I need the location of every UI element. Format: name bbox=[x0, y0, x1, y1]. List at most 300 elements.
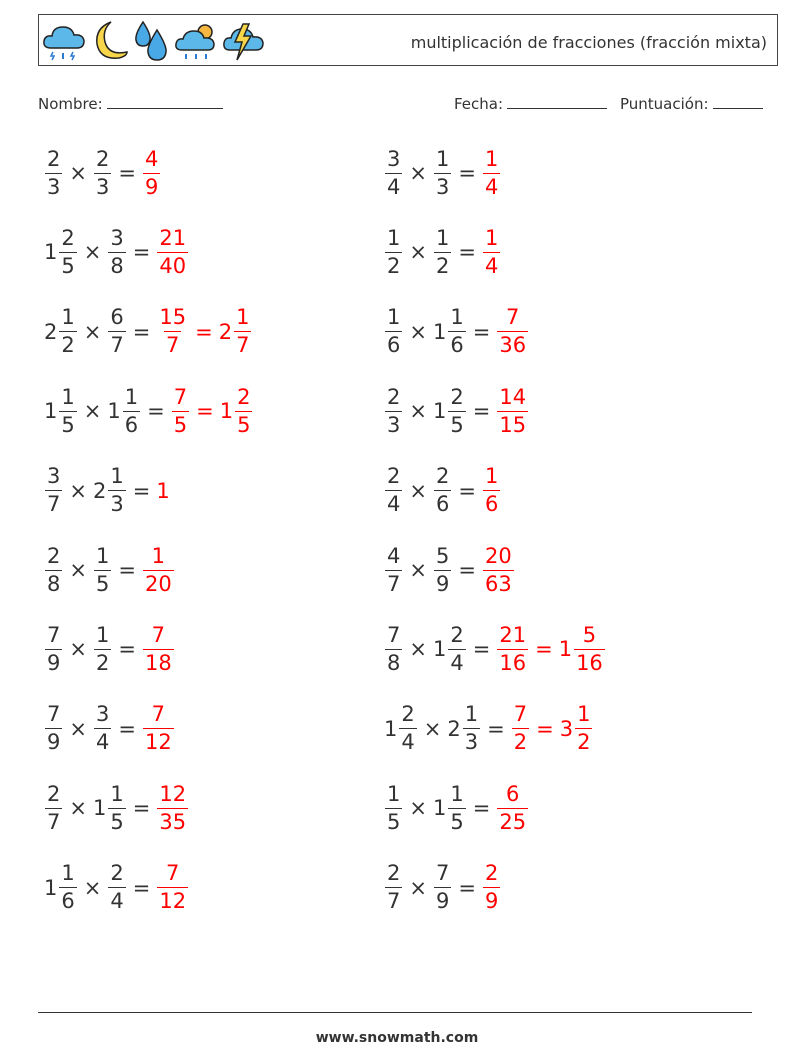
fraction bbox=[143, 622, 174, 675]
times-sign: × bbox=[83, 240, 102, 265]
answer bbox=[142, 704, 175, 753]
fraction bbox=[45, 704, 62, 753]
problem-11 bbox=[44, 538, 175, 602]
denominator: 7 bbox=[387, 889, 401, 914]
answer bbox=[482, 466, 501, 515]
fraction bbox=[157, 225, 188, 278]
numerator: 1 bbox=[61, 861, 75, 886]
numerator: 1 bbox=[464, 702, 479, 727]
denominator: 4 bbox=[110, 889, 124, 914]
denominator: 2 bbox=[513, 730, 528, 755]
numerator: 21 bbox=[499, 622, 527, 647]
denominator: 3 bbox=[435, 174, 450, 199]
fraction bbox=[497, 307, 528, 356]
problem-5 bbox=[44, 300, 252, 364]
equals-sign: = bbox=[535, 637, 553, 662]
numerator: 7 bbox=[435, 861, 450, 886]
numerator: 21 bbox=[159, 225, 187, 250]
numerator: 2 bbox=[387, 861, 401, 886]
name-field bbox=[38, 94, 223, 113]
denominator: 3 bbox=[47, 174, 61, 199]
fraction bbox=[108, 466, 125, 515]
worksheet-header bbox=[38, 14, 778, 66]
date-blank[interactable] bbox=[507, 94, 607, 109]
fraction bbox=[45, 146, 62, 199]
numerator: 2 bbox=[450, 384, 464, 409]
numerator: 6 bbox=[110, 305, 124, 330]
fraction bbox=[575, 704, 592, 753]
answer bbox=[156, 225, 189, 278]
numerator: 2 bbox=[47, 781, 61, 806]
sun-cloud-rain-icon bbox=[173, 18, 219, 64]
fraction bbox=[385, 146, 402, 199]
fraction bbox=[385, 622, 402, 675]
denominator: 7 bbox=[47, 809, 61, 834]
fraction bbox=[483, 543, 514, 596]
denominator: 2 bbox=[577, 730, 591, 755]
numerator: 1 bbox=[110, 464, 124, 489]
equals-sign: = bbox=[132, 796, 151, 821]
numerator: 7 bbox=[47, 702, 61, 727]
equals-sign: = bbox=[132, 319, 151, 344]
denominator: 2 bbox=[435, 253, 450, 278]
denominator: 5 bbox=[450, 412, 464, 437]
equals-sign: = bbox=[472, 796, 491, 821]
numerator: 6 bbox=[506, 781, 520, 806]
whole-number: 2 bbox=[44, 319, 58, 344]
fraction bbox=[385, 307, 402, 356]
denominator: 4 bbox=[95, 730, 110, 755]
whole-number: 1 bbox=[44, 240, 58, 265]
times-sign: × bbox=[409, 399, 427, 424]
numerator: 7 bbox=[151, 622, 166, 647]
problem-19 bbox=[44, 856, 189, 920]
worksheet-title: multiplicación de fracciones (fracción mixta) bbox=[410, 33, 767, 52]
denominator: 5 bbox=[61, 412, 75, 437]
problem-14 bbox=[384, 617, 606, 681]
denominator: 7 bbox=[166, 333, 180, 358]
fraction bbox=[448, 781, 465, 834]
denominator: 4 bbox=[401, 730, 415, 755]
numerator: 2 bbox=[47, 543, 61, 568]
fraction bbox=[385, 781, 402, 834]
date-field bbox=[454, 94, 607, 113]
problem-17 bbox=[44, 776, 189, 840]
numerator: 5 bbox=[582, 622, 597, 647]
fraction bbox=[483, 466, 500, 515]
denominator: 36 bbox=[499, 333, 527, 358]
numerator: 2 bbox=[387, 384, 401, 409]
equals-sign: = bbox=[196, 399, 214, 424]
equals-sign: = bbox=[487, 716, 505, 741]
numerator: 2 bbox=[47, 146, 61, 171]
numerator: 1 bbox=[577, 702, 591, 727]
answer bbox=[496, 622, 605, 675]
problem-6 bbox=[384, 300, 529, 364]
denominator: 20 bbox=[144, 571, 172, 596]
whole-number: 2 bbox=[447, 716, 461, 741]
numerator: 7 bbox=[173, 384, 188, 409]
numerator: 1 bbox=[95, 543, 110, 568]
denominator: 16 bbox=[576, 650, 603, 675]
thunder-cloud-icon bbox=[221, 18, 267, 64]
times-sign: × bbox=[83, 399, 102, 424]
numerator: 2 bbox=[61, 225, 75, 250]
numerator: 3 bbox=[110, 225, 124, 250]
fraction bbox=[434, 863, 451, 912]
fraction bbox=[94, 622, 111, 675]
fraction bbox=[59, 307, 76, 356]
fraction bbox=[45, 466, 62, 515]
fraction bbox=[157, 307, 188, 356]
answer bbox=[156, 781, 189, 834]
name-blank[interactable] bbox=[107, 94, 223, 109]
fraction bbox=[143, 704, 174, 753]
denominator: 2 bbox=[61, 333, 75, 358]
denominator: 4 bbox=[484, 174, 499, 199]
denominator: 15 bbox=[499, 412, 527, 437]
denominator: 6 bbox=[435, 492, 450, 517]
whole-number: 2 bbox=[218, 319, 233, 344]
fraction bbox=[385, 466, 402, 515]
answer bbox=[496, 307, 529, 356]
problem-10 bbox=[384, 459, 501, 523]
denominator: 8 bbox=[387, 650, 401, 675]
times-sign: × bbox=[69, 558, 87, 582]
score-label: Puntuación: bbox=[620, 95, 709, 113]
answer bbox=[482, 146, 501, 199]
fraction bbox=[108, 781, 125, 834]
answer bbox=[482, 863, 501, 912]
fraction bbox=[45, 622, 62, 675]
fraction bbox=[172, 384, 189, 437]
problem-12 bbox=[384, 538, 515, 602]
denominator: 2 bbox=[387, 253, 401, 278]
denominator: 5 bbox=[95, 571, 110, 596]
whole-number: 1 bbox=[156, 478, 170, 503]
fraction bbox=[448, 622, 465, 675]
answer bbox=[171, 384, 254, 437]
denominator: 2 bbox=[95, 650, 110, 675]
problem-2 bbox=[384, 141, 501, 205]
numerator: 1 bbox=[124, 384, 139, 409]
denominator: 9 bbox=[47, 730, 61, 755]
problem-16 bbox=[384, 697, 593, 761]
numerator: 7 bbox=[387, 622, 401, 647]
fraction bbox=[143, 146, 160, 199]
times-sign: × bbox=[409, 161, 427, 185]
fraction bbox=[448, 307, 465, 356]
denominator: 35 bbox=[159, 809, 187, 834]
answer bbox=[496, 384, 529, 437]
fraction bbox=[434, 146, 451, 199]
denominator: 8 bbox=[47, 571, 61, 596]
denominator: 40 bbox=[159, 253, 187, 278]
denominator: 4 bbox=[450, 650, 464, 675]
fraction bbox=[512, 704, 529, 753]
denominator: 9 bbox=[435, 571, 450, 596]
numerator: 7 bbox=[166, 861, 180, 886]
equals-sign: = bbox=[472, 637, 491, 662]
numerator: 1 bbox=[387, 225, 401, 250]
numerator: 1 bbox=[236, 305, 250, 330]
fraction bbox=[235, 384, 252, 437]
equals-sign: = bbox=[118, 558, 136, 582]
numerator: 20 bbox=[484, 543, 512, 568]
fraction bbox=[497, 781, 528, 834]
numerator: 1 bbox=[387, 305, 401, 330]
fraction bbox=[108, 863, 125, 912]
numerator: 4 bbox=[387, 543, 401, 568]
fraction bbox=[157, 863, 188, 912]
times-sign: × bbox=[69, 161, 87, 185]
score-field bbox=[620, 94, 763, 113]
equals-sign: = bbox=[147, 399, 165, 424]
numerator: 4 bbox=[144, 146, 159, 171]
times-sign: × bbox=[409, 637, 427, 662]
moon-icon bbox=[89, 18, 129, 64]
score-blank[interactable] bbox=[713, 94, 763, 109]
fraction bbox=[59, 225, 76, 278]
denominator: 8 bbox=[110, 253, 124, 278]
denominator: 4 bbox=[484, 253, 499, 278]
denominator: 63 bbox=[484, 571, 512, 596]
fraction bbox=[434, 225, 451, 278]
equals-sign: = bbox=[536, 716, 554, 741]
whole-number: 1 bbox=[219, 399, 234, 424]
times-sign: × bbox=[409, 240, 427, 265]
equals-sign: = bbox=[132, 240, 151, 265]
numerator: 14 bbox=[499, 384, 527, 409]
fraction bbox=[483, 225, 500, 278]
water-drops-icon bbox=[131, 18, 171, 64]
whole-number: 1 bbox=[432, 637, 447, 662]
denominator: 6 bbox=[450, 333, 464, 358]
equals-sign: = bbox=[195, 319, 213, 344]
rain-cloud-icon bbox=[41, 18, 87, 64]
denominator: 5 bbox=[387, 809, 401, 834]
denominator: 5 bbox=[61, 253, 75, 278]
denominator: 5 bbox=[237, 412, 251, 437]
problem-18 bbox=[384, 776, 529, 840]
times-sign: × bbox=[409, 875, 427, 900]
fraction bbox=[385, 225, 402, 278]
fraction bbox=[94, 146, 111, 199]
numerator: 12 bbox=[159, 781, 187, 806]
equals-sign: = bbox=[132, 478, 151, 503]
equals-sign: = bbox=[472, 319, 491, 344]
weather-icons bbox=[41, 18, 267, 64]
fraction bbox=[483, 146, 500, 199]
date-label: Fecha: bbox=[454, 95, 504, 113]
whole-number: 1 bbox=[92, 796, 107, 821]
denominator: 6 bbox=[61, 889, 75, 914]
numerator: 3 bbox=[95, 702, 110, 727]
numerator: 7 bbox=[513, 702, 528, 727]
fraction bbox=[234, 307, 251, 356]
times-sign: × bbox=[409, 319, 427, 344]
whole-number: 1 bbox=[432, 399, 447, 424]
numerator: 3 bbox=[387, 146, 401, 171]
denominator: 7 bbox=[387, 571, 401, 596]
numerator: 1 bbox=[450, 781, 464, 806]
answer bbox=[496, 781, 529, 834]
whole-number: 1 bbox=[432, 796, 447, 821]
numerator: 1 bbox=[151, 543, 166, 568]
fraction bbox=[448, 384, 465, 437]
denominator: 6 bbox=[124, 412, 139, 437]
fraction bbox=[574, 622, 605, 675]
numerator: 7 bbox=[506, 305, 520, 330]
problem-4 bbox=[384, 220, 501, 284]
problem-13 bbox=[44, 617, 175, 681]
denominator: 3 bbox=[387, 412, 401, 437]
denominator: 4 bbox=[387, 492, 401, 517]
denominator: 12 bbox=[159, 889, 187, 914]
problem-15 bbox=[44, 697, 175, 761]
fraction bbox=[399, 704, 416, 753]
fraction bbox=[463, 704, 480, 753]
numerator: 1 bbox=[484, 464, 499, 489]
denominator: 5 bbox=[173, 412, 188, 437]
denominator: 7 bbox=[110, 333, 124, 358]
times-sign: × bbox=[69, 637, 87, 662]
whole-number: 2 bbox=[92, 478, 107, 503]
numerator: 1 bbox=[450, 305, 464, 330]
numerator: 7 bbox=[151, 702, 166, 727]
equals-sign: = bbox=[118, 161, 136, 185]
times-sign: × bbox=[409, 478, 427, 503]
denominator: 6 bbox=[484, 492, 499, 517]
whole-number: 1 bbox=[558, 637, 573, 662]
numerator: 2 bbox=[450, 622, 464, 647]
name-label: Nombre: bbox=[38, 95, 103, 113]
equals-sign: = bbox=[458, 161, 476, 185]
fraction bbox=[157, 781, 188, 834]
problem-8 bbox=[384, 379, 529, 443]
denominator: 18 bbox=[144, 650, 172, 675]
numerator: 2 bbox=[387, 464, 401, 489]
equals-sign: = bbox=[472, 399, 491, 424]
fraction bbox=[434, 466, 451, 515]
fraction bbox=[143, 543, 174, 596]
times-sign: × bbox=[83, 319, 102, 344]
fraction bbox=[59, 384, 76, 437]
problem-9 bbox=[44, 459, 171, 523]
numerator: 2 bbox=[401, 702, 415, 727]
numerator: 2 bbox=[435, 464, 450, 489]
numerator: 1 bbox=[484, 146, 499, 171]
fraction bbox=[497, 622, 528, 675]
numerator: 1 bbox=[435, 146, 450, 171]
numerator: 1 bbox=[95, 622, 110, 647]
answer bbox=[482, 543, 515, 596]
times-sign: × bbox=[69, 796, 87, 821]
problem-1 bbox=[44, 141, 161, 205]
answer bbox=[142, 146, 161, 199]
whole-number: 1 bbox=[107, 399, 121, 424]
numerator: 2 bbox=[237, 384, 251, 409]
numerator: 7 bbox=[47, 622, 61, 647]
numerator: 1 bbox=[110, 781, 124, 806]
denominator: 7 bbox=[47, 492, 61, 517]
numerator: 2 bbox=[110, 861, 124, 886]
answer bbox=[482, 225, 501, 278]
denominator: 12 bbox=[144, 730, 172, 755]
fraction bbox=[94, 704, 111, 753]
fraction bbox=[94, 543, 111, 596]
equals-sign: = bbox=[458, 240, 476, 265]
denominator: 3 bbox=[464, 730, 479, 755]
times-sign: × bbox=[409, 796, 427, 821]
denominator: 9 bbox=[484, 889, 499, 914]
times-sign: × bbox=[83, 875, 102, 900]
denominator: 16 bbox=[499, 650, 527, 675]
fraction bbox=[45, 543, 62, 596]
footer-divider bbox=[38, 1012, 752, 1013]
times-sign: × bbox=[409, 558, 427, 582]
footer-url: www.snowmath.com bbox=[315, 1030, 479, 1046]
denominator: 4 bbox=[387, 174, 401, 199]
answer bbox=[156, 479, 170, 503]
denominator: 6 bbox=[387, 333, 401, 358]
whole-number: 3 bbox=[559, 716, 574, 741]
times-sign: × bbox=[69, 716, 87, 741]
fraction bbox=[385, 543, 402, 596]
numerator: 15 bbox=[159, 305, 187, 330]
whole-number: 1 bbox=[384, 716, 398, 741]
fraction bbox=[45, 781, 62, 834]
denominator: 7 bbox=[236, 333, 250, 358]
whole-number: 1 bbox=[432, 319, 447, 344]
equals-sign: = bbox=[132, 875, 151, 900]
times-sign: × bbox=[69, 478, 87, 503]
answer bbox=[156, 863, 189, 912]
denominator: 5 bbox=[450, 809, 464, 834]
fraction bbox=[434, 543, 451, 596]
problem-7 bbox=[44, 379, 253, 443]
fraction bbox=[108, 225, 125, 278]
fraction bbox=[59, 863, 76, 912]
whole-number: 1 bbox=[44, 875, 58, 900]
denominator: 25 bbox=[499, 809, 527, 834]
fraction bbox=[483, 863, 500, 912]
numerator: 2 bbox=[95, 146, 110, 171]
answer bbox=[156, 307, 252, 356]
answer bbox=[142, 622, 175, 675]
fraction bbox=[385, 384, 402, 437]
problem-20 bbox=[384, 856, 501, 920]
answer bbox=[142, 543, 175, 596]
times-sign: × bbox=[423, 716, 442, 741]
denominator: 5 bbox=[110, 809, 124, 834]
numerator: 1 bbox=[435, 225, 450, 250]
equals-sign: = bbox=[118, 716, 136, 741]
numerator: 3 bbox=[47, 464, 61, 489]
equals-sign: = bbox=[458, 875, 476, 900]
fraction bbox=[385, 863, 402, 912]
denominator: 3 bbox=[110, 492, 124, 517]
numerator: 2 bbox=[484, 861, 499, 886]
whole-number: 1 bbox=[44, 399, 58, 424]
denominator: 9 bbox=[435, 889, 450, 914]
numerator: 5 bbox=[435, 543, 450, 568]
numerator: 1 bbox=[61, 305, 75, 330]
numerator: 1 bbox=[484, 225, 499, 250]
answer bbox=[511, 704, 594, 753]
equals-sign: = bbox=[458, 558, 476, 582]
numerator: 1 bbox=[387, 781, 401, 806]
